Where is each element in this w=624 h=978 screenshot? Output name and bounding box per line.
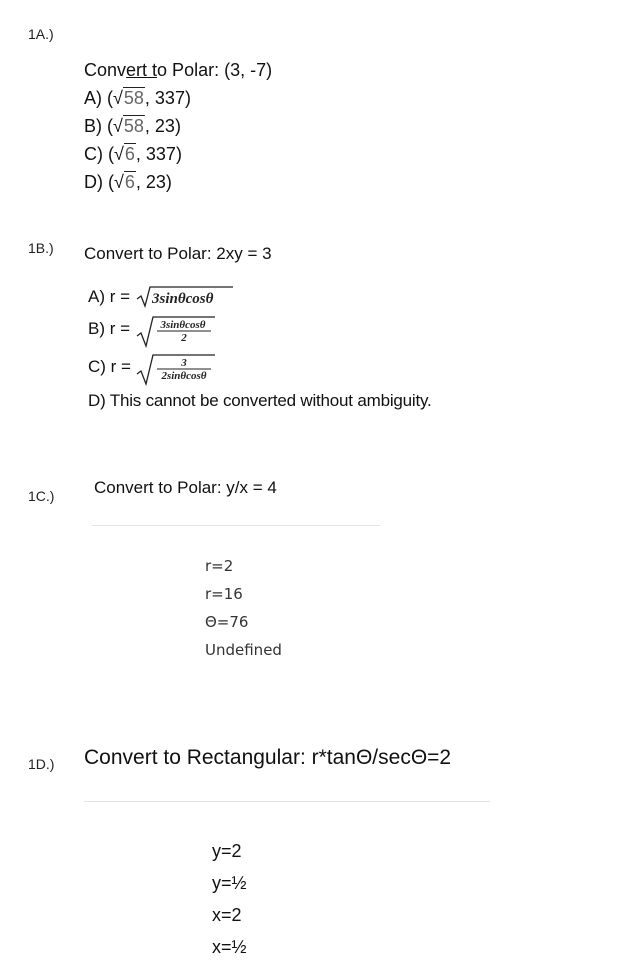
option-1d-1: y=2: [212, 841, 242, 861]
question-prompt-1a: [84, 60, 272, 81]
option-1b-d: D) This cannot be converted without ambiguity.: [88, 391, 432, 410]
radical-fraction-expression: [135, 352, 217, 386]
option-suffix: , 337): [144, 88, 191, 108]
question-number-1b: 1B.): [28, 240, 54, 256]
radicand: 6: [124, 172, 135, 192]
option-suffix: , 23): [135, 172, 172, 192]
option-1a-a: [84, 84, 191, 112]
option-suffix: , 337): [135, 144, 182, 164]
question-prompt-1d: Convert to Rectangular: r*tanΘ/secΘ=2: [84, 746, 452, 769]
radicand: 58: [123, 88, 144, 108]
radical-expression: [123, 112, 145, 140]
denominator: 2sinθcosθ: [161, 370, 207, 382]
radical-expression: [123, 84, 145, 112]
option-1b-c: [88, 352, 217, 386]
option-1a-c: [84, 140, 182, 168]
radical-sign: √: [113, 88, 123, 108]
numerator: 3: [181, 357, 188, 369]
option-1a-d: [84, 168, 172, 196]
divider: [92, 525, 380, 526]
option-suffix: , 23): [144, 116, 181, 136]
prompt-part-3: o Polar: (3, -7): [157, 60, 273, 80]
radicand: 3sinθcosθ: [151, 291, 213, 307]
option-1d-2: y=½: [212, 873, 247, 893]
question-number-1d: 1D.): [28, 756, 55, 772]
option-prefix: B) (: [84, 116, 113, 136]
option-1b-a: [88, 284, 235, 310]
radical-sign: √: [114, 172, 124, 192]
divider: [84, 801, 490, 802]
question-number-1a: 1A.): [28, 26, 54, 42]
option-1c-2: r=16: [205, 585, 243, 603]
option-1b-b: [88, 314, 217, 348]
radical-fraction-expression: [135, 314, 217, 348]
option-1d-3: x=2: [212, 905, 242, 925]
denominator: 2: [180, 332, 187, 344]
radicand: 6: [124, 144, 135, 164]
option-1d-4: x=½: [212, 937, 247, 957]
question-prompt-1c: Convert to Polar: y/x = 4: [94, 478, 277, 497]
question-number-1c: 1C.): [28, 488, 55, 504]
option-label: A) r =: [88, 287, 131, 306]
option-label: B) r =: [88, 319, 131, 338]
question-prompt-1b: Convert to Polar: 2xy = 3: [84, 244, 272, 263]
prompt-part-1: Conv: [84, 60, 127, 80]
radical-expression: [124, 168, 136, 196]
option-prefix: A) (: [84, 88, 113, 108]
numerator: 3sinθcosθ: [159, 319, 206, 331]
radicand: 58: [123, 116, 144, 136]
option-prefix: C) (: [84, 144, 114, 164]
option-label: C) r =: [88, 357, 131, 376]
option-1a-b: [84, 112, 181, 140]
option-prefix: D) (: [84, 172, 114, 192]
prompt-part-2: ert t: [126, 60, 158, 80]
option-1c-4: Undefined: [205, 641, 282, 659]
radical-expression: [124, 140, 136, 168]
radical-sign: √: [114, 144, 124, 164]
radical-expression: [135, 284, 235, 310]
radical-sign: √: [113, 116, 123, 136]
option-1c-3: Θ=76: [205, 613, 249, 631]
option-1c-1: r=2: [205, 557, 234, 575]
